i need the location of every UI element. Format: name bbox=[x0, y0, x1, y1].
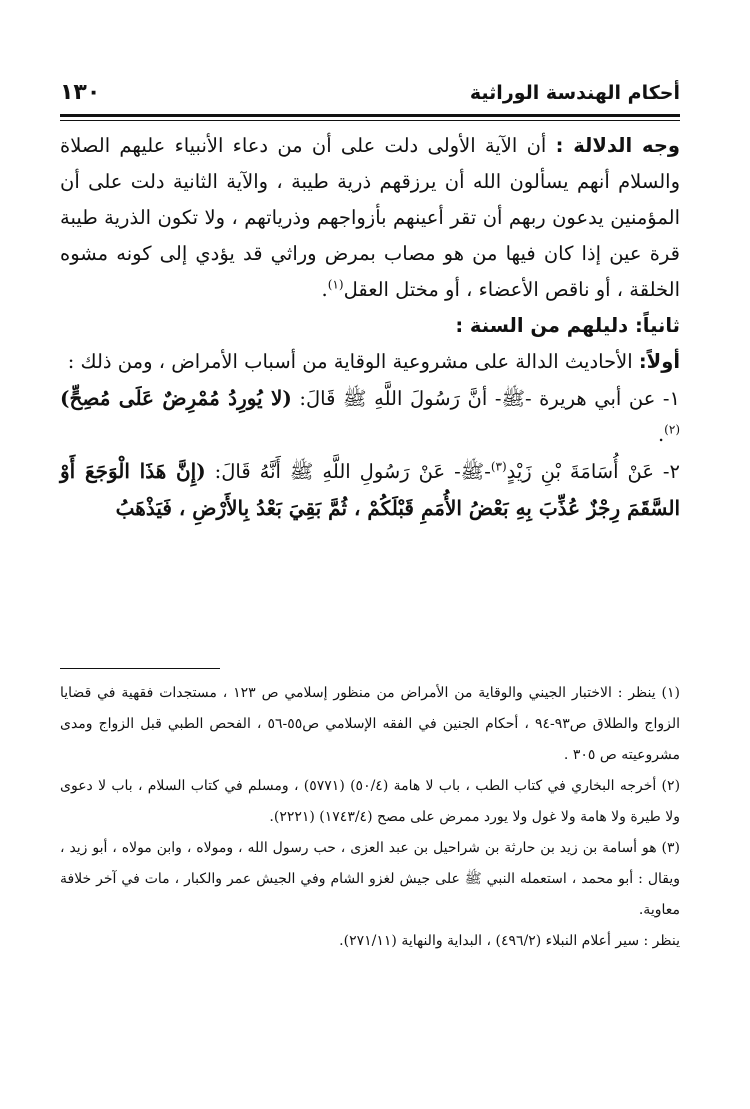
footnote-2: (٢) أخرجه البخاري في كتاب الطب ، باب لا هامة (٥٠/٤) (٥٧٧١) ، ومسلم في كتاب السلام ، باب لا دعوى ولا طيرة ولا هامة ولا غول ولا يورد ممرض على مصح (١٧٤٣/٤) (٢٢٢١). bbox=[60, 778, 681, 825]
evidence-text: أن الآية الأولى دلت على أن من دعاء الأنبياء عليهم الصلاة والسلام أنهم يسألون الله أن يرزقهم ذرية طيبة ، والآية الثانية دلت على أن المؤمنين يدعون ربهم أن تقر أعينهم بأزواجهم وذرياتهم ، ولا تكون الذرية طيبة قرة عين إذا كان فيها من هو مصاب بمرض وراثي قد يؤدي إلى كونه مشوه الخلقة ، أو ناقص الأعضاء ، أو مختل العقل bbox=[60, 134, 680, 301]
paragraph-evidence: وجه الدلالة : أن الآية الأولى دلت على أن من دعاء الأنبياء عليهم الصلاة والسلام أنهم يسألون الله أن يرزقهم ذرية طيبة ، والآية الثانية دلت على أن المؤمنين يدعون ربهم أن تقر أعينهم بأزواجهم وذرياتهم ، ولا تكون الذرية طيبة قرة عين إذا كان فيها من هو مصاب بمرض وراثي قد يؤدي إلى كونه مشوه الخلقة ، أو ناقص الأعضاء ، أو مختل العقل$^{(١)}$. bbox=[60, 134, 680, 301]
hadith-2-mid: -ﷺ- عَنْ رَسُولِ اللَّهِ ﷺ أَنَّهُ قَالَ: bbox=[214, 460, 491, 483]
footnotes bbox=[60, 678, 680, 957]
hadith-1: ١- عن أبي هريرة -ﷺ- أنَّ رَسُولَ اللَّهِ ﷺ قَالَ: (لا يُورِدُ مُمْرِضٌ عَلَى مُصِحٍّ)$^{(٢)}$. bbox=[60, 386, 680, 446]
hadith-2-intro: ٢- عَنْ أُسَامَةَ بْنِ زَيْدٍ bbox=[506, 460, 681, 483]
footnote-separator bbox=[60, 668, 220, 669]
page-header bbox=[60, 78, 680, 112]
paragraph-first bbox=[60, 344, 680, 380]
hadith-2-quote: (إِنَّ هَذَا الْوَجَعَ أَوْ السَّقَمَ رِجْزٌ عُذِّبَ بِهِ بَعْضُ الأُمَمِ قَبْلَكُمْ ، ثُمَّ بَقِيَ بَعْدُ بِالأَرْضِ ، فَيَذْهَبُ bbox=[60, 459, 680, 520]
first-text: الأحاديث الدالة على مشروعية الوقاية من أسباب الأمراض ، ومن ذلك : bbox=[67, 350, 633, 373]
main-text bbox=[60, 128, 680, 527]
header-rule-thick bbox=[60, 114, 680, 117]
footnote-ref-2: (٢) bbox=[664, 422, 680, 437]
page-number: ١٣٠ bbox=[60, 80, 101, 105]
footnote-3-see: ينظر : سير أعلام النبلاء (٤٩٦/٢) ، البداية والنهاية (٢٧١/١١). bbox=[339, 933, 680, 949]
hadith-2 bbox=[60, 453, 680, 527]
footnote-3: (٣) هو أسامة بن زيد بن حارثة بن شراحيل بن عبد العزى ، حب رسول الله ، ومولاه ، وابن مولاه ، أبو زيد ، ويقال : أبو محمد ، استعمله النبي ﷺ على جيش لغزو الشام وفي الجيش عمر والكبار ، مات في آخر خلافة معاوية. bbox=[60, 840, 681, 918]
footnote-ref-3: (٣) bbox=[490, 459, 507, 474]
hadith-1-intro: ١- عن أبي هريرة -ﷺ- أنَّ رَسُولَ اللَّهِ ﷺ قَالَ: bbox=[299, 387, 680, 410]
evidence-label: وجه الدلالة : bbox=[555, 134, 680, 157]
header-rule-thin bbox=[60, 120, 680, 121]
hadith-1-quote: (لا يُورِدُ مُمْرِضٌ عَلَى مُصِحٍّ) bbox=[60, 386, 292, 410]
footnote-ref-1: (١) bbox=[327, 277, 344, 292]
running-title: أحكام الهندسة الوراثية bbox=[469, 82, 680, 104]
first-label: أولاً: bbox=[638, 350, 680, 373]
footnote-1: (١) ينظر : الاختبار الجيني والوقاية من الأمراض من منظور إسلامي ص ١٢٣ ، مستجدات فقهية في قضايا الزواج والطلاق ص٩٣-٩٤ ، أحكام الجنين في الفقه الإسلامي ص٥٥-٥٦ ، الفحص الطبي قبل الزواج ومدى مشروعيته ص ٣٠٥ . bbox=[60, 685, 680, 763]
section-heading: ثانياً: دليلهم من السنة : bbox=[455, 314, 680, 337]
